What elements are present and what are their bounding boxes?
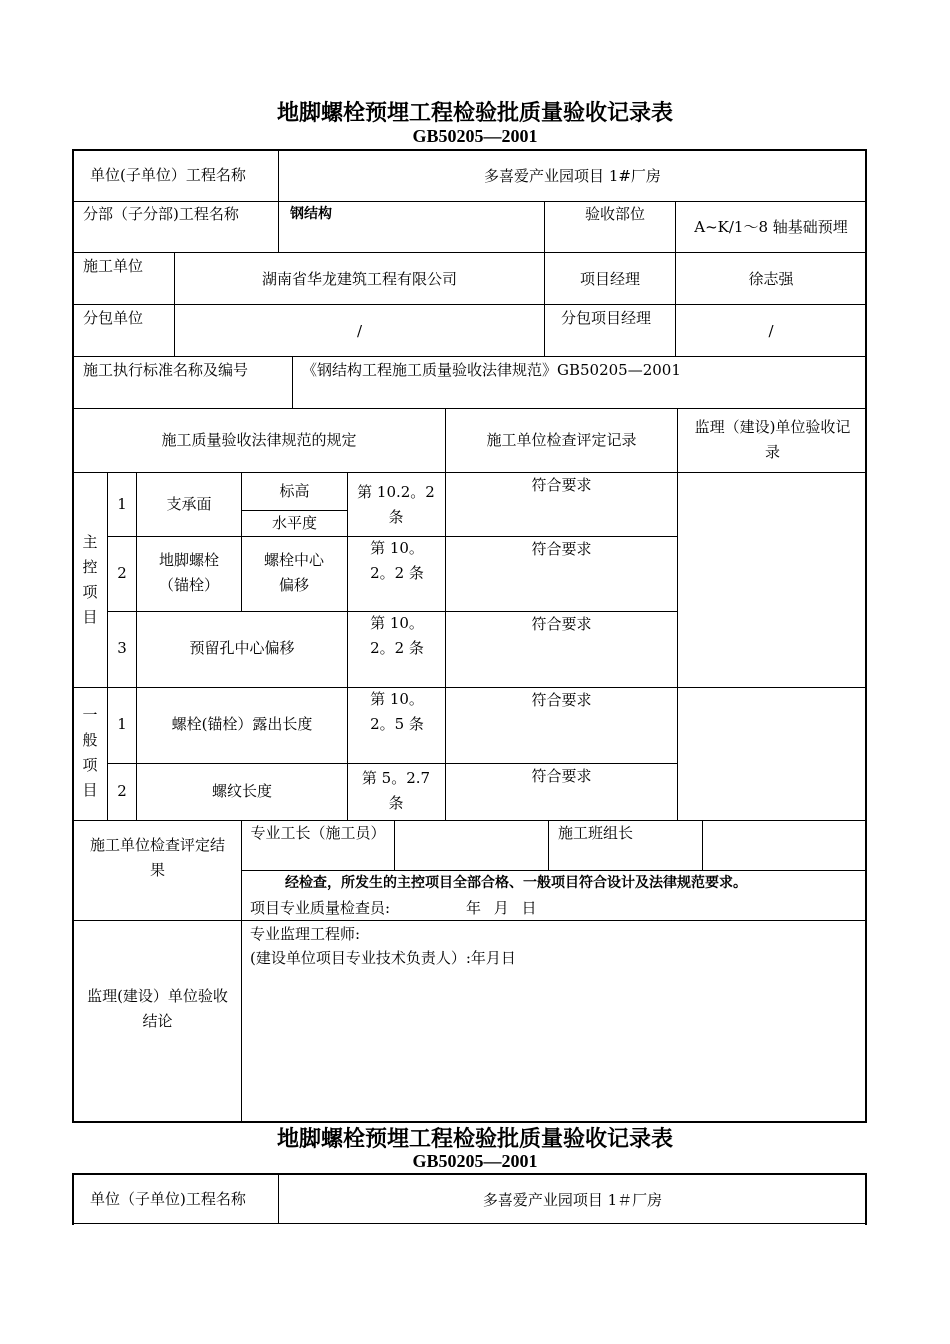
contractor-value: 湖南省华龙建筑工程有限公司 (261, 270, 457, 288)
main-item-2-result: 符合要求 (531, 540, 592, 558)
inspection-part-value: A~K/1～8 轴基础预埋 (694, 218, 848, 236)
main-item-1-result: 符合要求 (531, 476, 592, 494)
main-item-2-clause: 第 10。2。2 条 (370, 539, 424, 582)
subcontractor-value: / (356, 322, 363, 340)
sub-project-label: 分部（子分部)工程名称 (83, 205, 239, 223)
main-item-3-no: 3 (117, 639, 127, 657)
contractor-label: 施工单位 (83, 257, 144, 275)
second-page-unit-label: 单位（子单位)工程名称 (90, 1190, 246, 1208)
supervision-column-header: 监理（建设)单位验收记录 (694, 418, 851, 461)
sub-project-value: 钢结构 (290, 206, 332, 222)
general-items-group: 一般项目 (82, 706, 98, 799)
general-item-1-result: 符合要求 (531, 691, 592, 709)
supervising-engineer-label: 专业监理工程师: (250, 925, 361, 943)
check-result-label: 施工单位检查评定结果 (89, 836, 225, 879)
main-item-1-no: 1 (117, 495, 127, 513)
general-item-2-name: 螺纹长度 (211, 782, 272, 800)
sub-pm-value: / (768, 322, 774, 340)
inspection-part-label: 验收部位 (585, 205, 646, 223)
main-item-2-no: 2 (117, 564, 127, 582)
check-conclusion: 经检查，所发生的主控项目全部合格、一般项目符合设计及法律规范要求。 (285, 875, 747, 891)
general-item-1-clause: 第 10。2。5 条 (370, 690, 424, 733)
supervision-conclusion-label: 监理(建设）单位验收结论 (87, 987, 228, 1030)
general-item-1-name: 螺栓(锚栓）露出长度 (171, 715, 313, 733)
standard-code: GB50205—2001 (412, 126, 538, 146)
main-item-1-clause: 第 10.2。2 条 (357, 483, 435, 526)
main-item-1-name: 支承面 (166, 495, 212, 513)
standard-label: 施工执行标准名称及编号 (83, 361, 249, 379)
project-manager-label: 项目经理 (579, 270, 640, 288)
general-item-2-no: 2 (117, 782, 127, 800)
second-page-title: 地脚螺栓预埋工程检验批质量验收记录表 (276, 1127, 673, 1152)
project-manager-value: 徐志强 (748, 270, 794, 288)
standard-value: 《钢结构工程施工质量验收法律规范》GB50205—2001 (302, 361, 681, 379)
second-page-unit-value: 多喜爱产业园项目 1＃厂房 (482, 1191, 663, 1209)
spec-column-header: 施工质量验收法律规范的规定 (161, 431, 357, 449)
main-item-1-sub2: 水平度 (271, 514, 317, 532)
main-item-3-result: 符合要求 (531, 615, 592, 633)
unit-value: 多喜爱产业园项目 1#厂房 (484, 167, 661, 185)
inspection-date: 年 月 日 (466, 899, 537, 917)
team-leader-label: 施工班组长 (558, 824, 634, 842)
owner-representative-label: (建设单位项目专业技术负责人）:年月日 (250, 949, 516, 967)
page-title: 地脚螺栓预埋工程检验批质量验收记录表 (276, 101, 673, 126)
general-item-2-result: 符合要求 (531, 767, 592, 785)
general-item-2-clause: 第 5。2.7 条 (361, 769, 431, 812)
general-item-1-no: 1 (117, 715, 127, 733)
main-item-3-clause: 第 10。2。2 条 (370, 614, 424, 657)
sub-pm-label: 分包项目经理 (561, 309, 652, 327)
main-item-2-sub1: 螺栓中心偏移 (263, 551, 324, 594)
main-items-group: 主控项目 (82, 533, 98, 626)
subcontractor-label: 分包单位 (83, 309, 144, 327)
second-page-code: GB50205—2001 (412, 1151, 538, 1171)
main-item-2-name: 地脚螺栓（锚栓） (158, 551, 219, 594)
main-item-3-name: 预留孔中心偏移 (189, 639, 295, 657)
inspector-label: 项目专业质量检查员: (250, 899, 391, 917)
unit-label: 单位(子单位）工程名称 (90, 166, 246, 184)
foreman-label: 专业工长（施工员） (250, 824, 386, 842)
record-column-header: 施工单位检查评定记录 (486, 431, 637, 449)
main-item-1-sub1: 标高 (279, 482, 310, 500)
